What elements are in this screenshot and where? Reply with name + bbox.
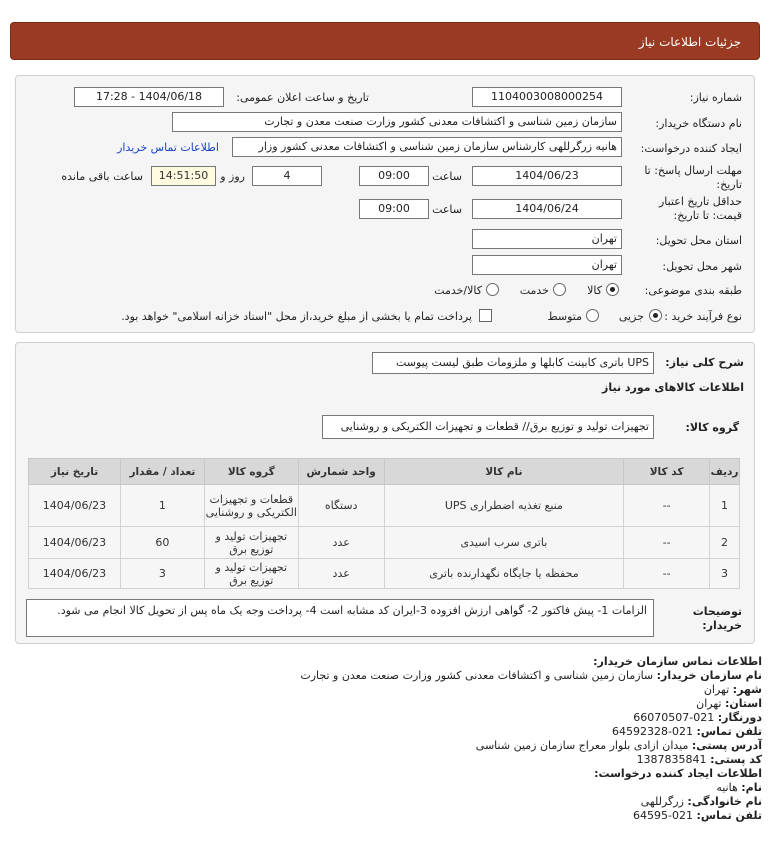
need-number-label: شماره نیاز: — [689, 91, 742, 104]
province-field: تهران — [472, 229, 622, 249]
col-date: تاریخ نیاز — [29, 459, 121, 485]
category-service-radio[interactable] — [553, 283, 566, 296]
treasury-payment-note: پرداخت تمام یا بخشی از مبلغ خرید،از محل "اسناد خزانه اسلامی" خواهد بود. — [121, 310, 472, 323]
purchase-type-label: نوع فرآیند خرید : — [664, 310, 742, 323]
contact-address: میدان ازادی بلوار معراج سازمان زمین شناسی — [475, 739, 689, 752]
creator-name: هانیه — [716, 781, 738, 794]
buyer-notes-field: الزامات 1- پیش فاکتور 2- گواهی ارزش افزوده 3-ایران کد مشابه است 4- پرداخت وجه یک ماه پس از تحویل کالا انجام می شود. — [26, 599, 654, 637]
col-unit: واحد شمارش — [298, 459, 384, 485]
row-index: 1 — [710, 485, 740, 527]
buyer-org-label: نام دستگاه خریدار: — [655, 117, 742, 130]
validity-time-field: 09:00 — [359, 199, 429, 219]
contact-phone: 021-64592328 — [612, 725, 694, 738]
goods-qty: 3 — [120, 559, 204, 589]
purchase-minor-label: جزیی — [618, 310, 644, 323]
col-qty: تعداد / مقدار — [120, 459, 204, 485]
purchase-medium-label: متوسط — [547, 310, 582, 323]
deadline-time-field: 09:00 — [359, 166, 429, 186]
deadline-label: مهلت ارسال پاسخ: تا — [644, 164, 742, 177]
purchase-minor-radio[interactable] — [649, 309, 662, 322]
table-row[interactable] — [29, 485, 740, 527]
announce-datetime-field: 1404/06/18 - 17:28 — [74, 87, 224, 107]
contact-address-label: آدرس پستی: — [691, 739, 762, 752]
remaining-days-field: 4 — [252, 166, 322, 186]
creator-field: هانیه زرگرللهی کارشناس سازمان زمین شناسی و اکتشافات معدنی کشور وزار — [232, 137, 622, 157]
contact-phone-label: تلفن تماس: — [696, 725, 762, 738]
col-row: ردیف — [710, 459, 740, 485]
goods-date: 1404/06/23 — [29, 485, 121, 527]
col-code: کد کالا — [624, 459, 710, 485]
creator-phone-label: تلفن تماس: — [696, 809, 762, 822]
goods-table — [28, 458, 740, 589]
contact-org-line — [300, 669, 762, 682]
city-field: تهران — [472, 255, 622, 275]
validity-date-field: 1404/06/24 — [472, 199, 622, 219]
creator-family-label: نام خانوادگی: — [687, 795, 762, 808]
col-group: گروه کالا — [204, 459, 298, 485]
goods-info-title: اطلاعات کالاهای مورد نیاز — [602, 381, 744, 394]
remaining-time-label: ساعت باقی مانده — [61, 170, 143, 183]
goods-group-field: تجهیزات تولید و توزیع برق// قطعات و تجهیزات الکتریکی و روشنایی — [322, 415, 654, 439]
buyer-contact-section — [0, 653, 770, 843]
goods-code: -- — [624, 485, 710, 527]
contact-postal-line — [637, 753, 762, 766]
goods-table-wrap — [28, 458, 740, 589]
category-both-radio[interactable] — [486, 283, 499, 296]
buyer-contact-link[interactable]: اطلاعات تماس خریدار — [117, 141, 219, 154]
goods-group: تجهیزات تولید و توزیع برق — [204, 559, 298, 589]
need-number-field: 1104003008000254 — [472, 87, 622, 107]
category-goods-radio[interactable] — [606, 283, 619, 296]
table-row[interactable] — [29, 559, 740, 589]
validity-label-date: قیمت: تا تاریخ: — [673, 209, 742, 222]
summary-field: UPS باتری کابینت کابلها و ملزومات طبق لیست پیوست — [372, 352, 654, 374]
goods-qty: 1 — [120, 485, 204, 527]
contact-city-line — [704, 683, 762, 696]
contact-province: تهران — [696, 697, 722, 710]
deadline-date-field: 1404/06/23 — [472, 166, 622, 186]
need-details-panel — [15, 342, 755, 644]
creator-family-line — [641, 795, 762, 808]
treasury-payment-checkbox[interactable] — [479, 309, 492, 322]
remaining-time-field: 14:51:50 — [151, 166, 216, 186]
creator-phone: 021-64595 — [633, 809, 694, 822]
row-index: 3 — [710, 559, 740, 589]
city-label: شهر محل تحویل: — [662, 260, 742, 273]
contact-fax-line — [633, 711, 762, 724]
announce-datetime-label: تاریخ و ساعت اعلان عمومی: — [236, 91, 369, 104]
contact-org-label: نام سازمان خریدار: — [656, 669, 762, 682]
category-label: طبقه بندی موضوعی: — [644, 284, 742, 297]
contact-city-label: شهر: — [732, 683, 762, 696]
province-label: استان محل تحویل: — [655, 234, 742, 247]
contact-province-line — [696, 697, 762, 710]
category-goods-label: کالا — [587, 284, 602, 297]
buyer-org-field: سازمان زمین شناسی و اکتشافات معدنی کشور وزارت صنعت معدن و تجارت — [172, 112, 622, 132]
page-header — [10, 22, 760, 60]
need-info-panel — [15, 75, 755, 333]
creator-phone-line — [633, 809, 762, 822]
goods-unit: عدد — [298, 559, 384, 589]
col-name: نام کالا — [384, 459, 624, 485]
goods-name: باتری سرب اسیدی — [384, 527, 624, 559]
validity-time-label: ساعت — [432, 203, 462, 216]
buyer-notes-label: توضیحات — [692, 605, 742, 618]
category-both-label: کالا/خدمت — [434, 284, 482, 297]
creator-label: ایجاد کننده درخواست: — [640, 142, 742, 155]
contact-postal-label: کد پستی: — [710, 753, 762, 766]
validity-label: حداقل تاریخ اعتبار — [658, 195, 742, 208]
deadline-label-date: تاریخ: — [716, 178, 742, 191]
deadline-time-label: ساعت — [432, 170, 462, 183]
table-row[interactable] — [29, 527, 740, 559]
goods-name: منبع تغذیه اضطراری UPS — [384, 485, 624, 527]
goods-group: قطعات و تجهیزات الکتریکی و روشنایی — [204, 485, 298, 527]
contact-phone-line — [612, 725, 762, 738]
summary-label: شرح کلی نیاز: — [665, 356, 744, 369]
creator-family: زرگرللهی — [640, 795, 684, 808]
creator-name-label: نام: — [741, 781, 762, 794]
creator-info-title: اطلاعات ایجاد کننده درخواست: — [594, 767, 762, 780]
goods-date: 1404/06/23 — [29, 559, 121, 589]
goods-group: تجهیزات تولید و توزیع برق — [204, 527, 298, 559]
contact-fax-label: دورنگار: — [717, 711, 762, 724]
goods-unit: دستگاه — [298, 485, 384, 527]
contact-postal: 1387835841 — [636, 753, 707, 766]
goods-code: -- — [624, 527, 710, 559]
purchase-medium-radio[interactable] — [586, 309, 599, 322]
goods-code: -- — [624, 559, 710, 589]
contact-province-label: استان: — [725, 697, 762, 710]
category-service-label: خدمت — [519, 284, 549, 297]
goods-unit: عدد — [298, 527, 384, 559]
contact-address-line — [476, 739, 762, 752]
buyer-notes-label-2: خریدار: — [702, 619, 742, 632]
goods-table-header — [29, 459, 740, 485]
goods-group-label: گروه کالا: — [685, 421, 739, 434]
creator-name-line — [716, 781, 762, 794]
goods-date: 1404/06/23 — [29, 527, 121, 559]
page-title: جزئیات اطلاعات نیاز — [638, 35, 741, 49]
days-label: روز و — [220, 170, 245, 183]
contact-org: سازمان زمین شناسی و اکتشافات معدنی کشور وزارت صنعت معدن و تجارت — [300, 669, 654, 682]
goods-qty: 60 — [120, 527, 204, 559]
contact-city: تهران — [703, 683, 730, 696]
row-index: 2 — [710, 527, 740, 559]
contact-title: اطلاعات تماس سازمان خریدار: — [593, 655, 762, 668]
contact-fax: 021-66070507 — [633, 711, 715, 724]
goods-name: محفظه یا جایگاه نگهدارنده باتری — [384, 559, 624, 589]
